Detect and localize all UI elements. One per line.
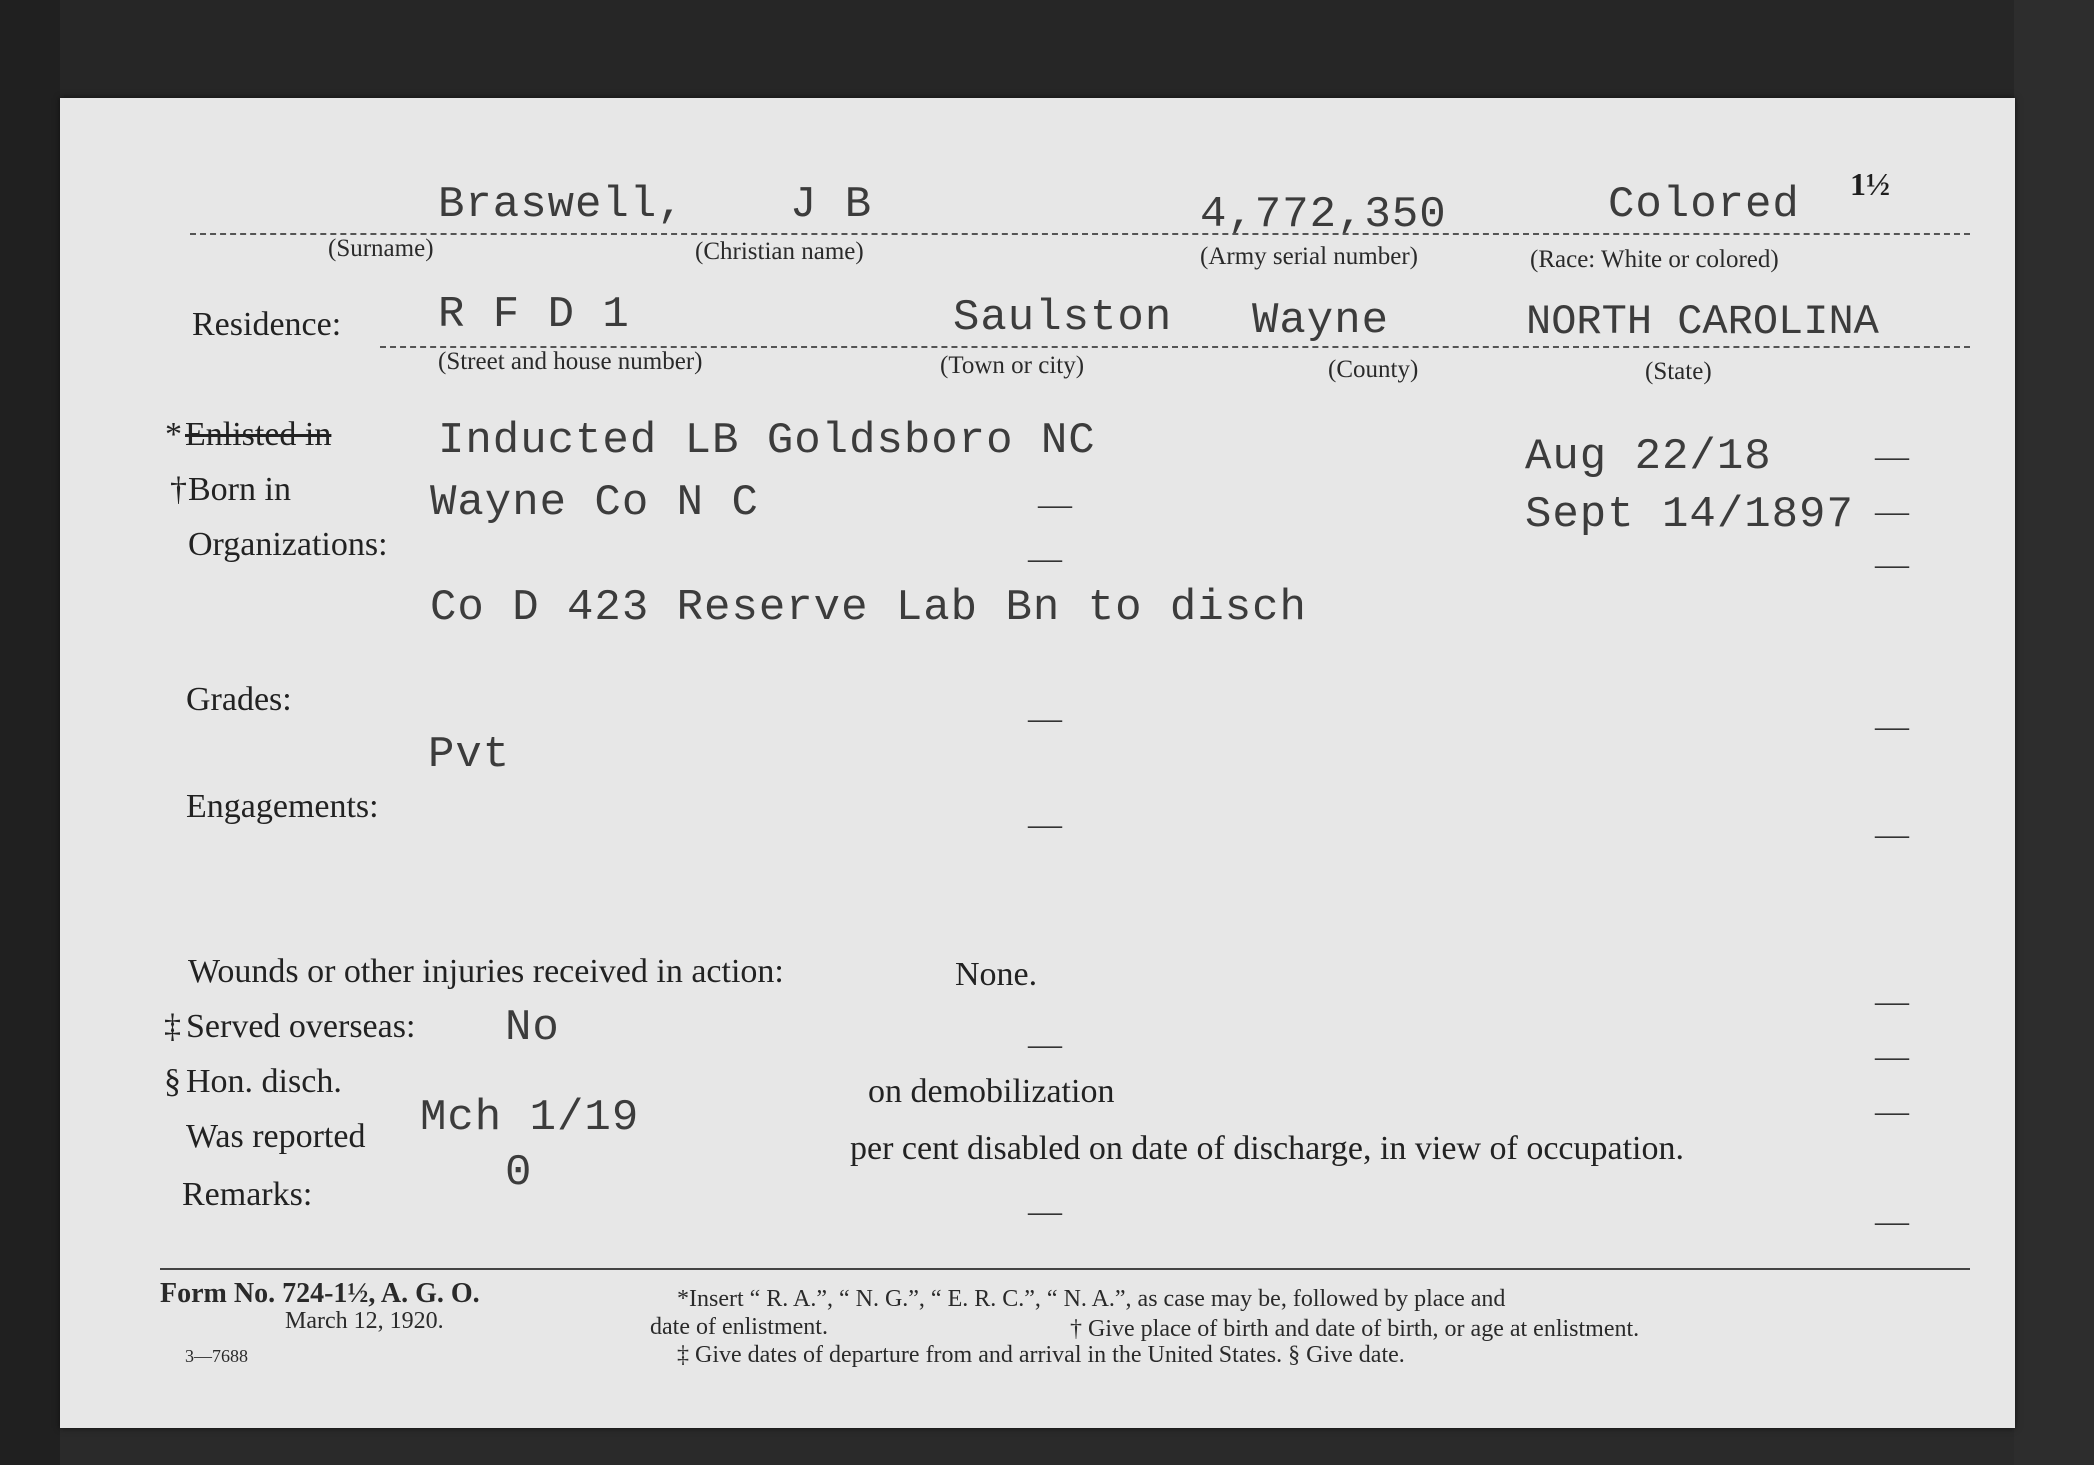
form-date: March 12, 1920. [285,1308,444,1334]
remarks-dash: — [1875,1203,1909,1240]
scanner-background-left [0,0,60,1465]
born-label: Born in [188,471,291,508]
organizations-dash: — [1875,546,1909,583]
town-caption: (Town or city) [940,352,1085,379]
discharge-text: on demobilization [868,1073,1115,1110]
grades-dash: — [1875,708,1909,745]
enlisted-dash: — [1875,438,1909,475]
enlisted-mark: * [165,416,182,453]
christian-name-caption: (Christian name) [695,238,864,265]
remarks-label: Remarks: [182,1176,313,1213]
overseas-mark: ‡ [164,1008,181,1045]
discharge-date: Mch 1/19 [420,1093,640,1143]
engagements-dash: — [1875,816,1909,853]
county-caption: (County) [1328,356,1419,383]
reported-label: Was reported [186,1118,366,1155]
wounds-value: None. [955,956,1038,993]
overseas-label: Served overseas: [186,1008,416,1045]
serial-number-value: 4,772,350 [1200,190,1447,240]
print-code: 3—7688 [185,1346,248,1366]
street-value: R F D 1 [438,290,630,340]
state-caption: (State) [1645,358,1712,385]
footnote-overseas: ‡ Give dates of departure from and arrival in the United States. § Give date. [677,1342,1405,1368]
engagements-mid-dash: — [1028,806,1062,843]
footnote-insert: *Insert “ R. A.”, “ N. G.”, “ E. R. C.”, “ N. A.”, as case may be, followed by place and [677,1286,1506,1312]
town-value: Saulston [953,293,1173,343]
grades-mid-dash: — [1028,700,1062,737]
footnote-enlistment: date of enlistment. [650,1314,828,1340]
footer-rule [160,1268,1970,1270]
serial-number-caption: (Army serial number) [1200,243,1418,270]
reported-value: 0 [505,1148,533,1198]
engagements-label: Engagements: [186,788,379,825]
state-value: NORTH CAROLINA [1526,298,1879,346]
enlisted-date: Aug 22/18 [1525,432,1772,482]
overseas-value: No [505,1003,560,1053]
race-caption: (Race: White or colored) [1530,246,1779,273]
form-number: Form No. 724-1½, A. G. O. [160,1278,480,1309]
corner-mark: 1½ [1850,166,1890,202]
surname-value: Braswell, [438,180,685,230]
remarks-mid-dash: — [1028,1193,1062,1230]
enlisted-label: Enlisted in [185,416,332,453]
discharge-mark: § [164,1063,181,1100]
overseas-mid-dash: — [1028,1026,1062,1063]
organizations-mid-dash: — [1028,540,1062,577]
record-card [60,98,2015,1428]
county-value: Wayne [1252,296,1390,346]
born-value: Wayne Co N C [430,478,759,528]
name-underline [190,233,1970,235]
born-dash: — [1875,493,1909,530]
grades-label: Grades: [186,681,292,718]
organizations-value: Co D 423 Reserve Lab Bn to disch [430,583,1307,633]
wounds-dash: — [1875,983,1909,1020]
born-mid-dash: — [1038,486,1072,523]
surname-caption: (Surname) [328,235,434,262]
footnote-birth: † Give place of birth and date of birth, or age at enlistment. [1070,1316,1640,1342]
grades-value: Pvt [428,730,511,780]
scanner-background-right [2014,0,2094,1465]
discharge-label: Hon. disch. [186,1063,342,1100]
reported-text: per cent disabled on date of discharge, in view of occupation. [850,1130,1684,1167]
street-caption: (Street and house number) [438,348,703,375]
born-mark: † [170,471,187,508]
discharge-dash: — [1875,1093,1909,1130]
overseas-dash: — [1875,1038,1909,1075]
organizations-label: Organizations: [188,526,388,563]
residence-label: Residence: [192,306,342,343]
wounds-label: Wounds or other injuries received in action: [188,953,784,990]
born-date: Sept 14/1897 [1525,490,1854,540]
enlisted-value: Inducted LB Goldsboro NC [438,416,1096,466]
scanner-background-top [0,0,2094,100]
race-value: Colored [1608,180,1800,230]
christian-name-value: J B [790,180,873,230]
